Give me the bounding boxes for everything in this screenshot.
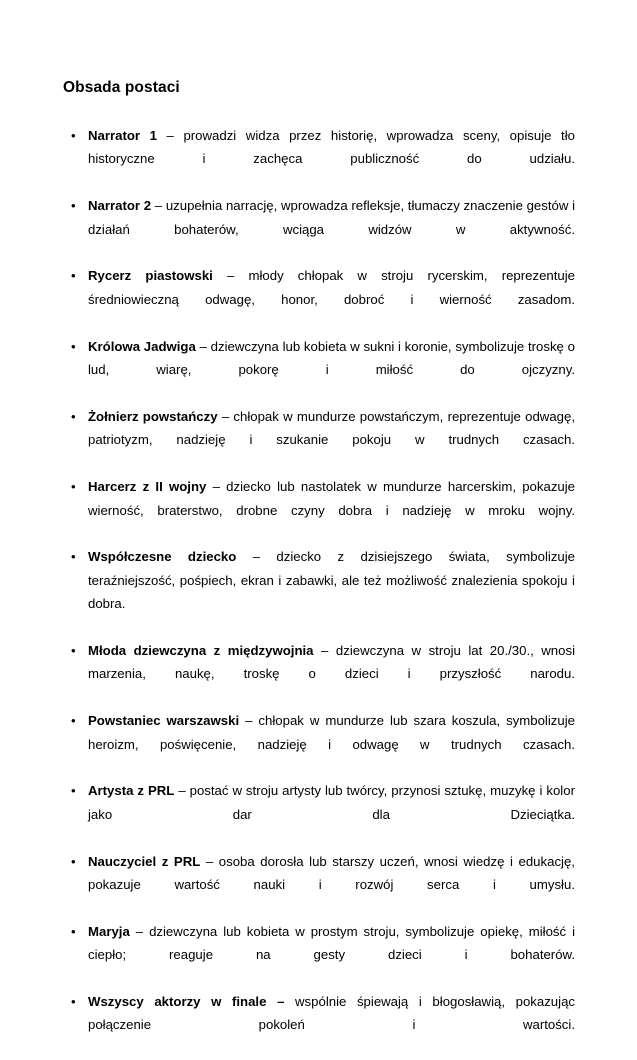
list-item — [63, 920, 575, 990]
bullet-icon: • — [71, 408, 76, 424]
character-name: Maryja — [88, 923, 130, 939]
list-item — [63, 990, 575, 1060]
character-name: Współczesne dziecko — [88, 549, 237, 565]
character-description: dziecko lub nastolatek w mundurze harcerskim, pokazuje wierność, braterstwo, drobne czyny dobra i nadzieję w mroku wojny. — [88, 479, 576, 518]
name-description-separator: – — [212, 479, 220, 495]
bullet-icon: • — [71, 853, 76, 869]
list-item — [63, 475, 575, 545]
character-description: postać w stroju artysty lub twórcy, przynosi sztukę, muzykę i kolor jako dar dla Dzieciątka. — [88, 783, 575, 822]
cast-list — [63, 124, 575, 1060]
character-description: chłopak w mundurze powstańczym, reprezentuje odwagę, patriotyzm, nadzieję i szukanie pokoju w trudnych czasach. — [88, 408, 575, 448]
name-description-separator: – — [221, 408, 230, 424]
character-name: Królowa Jadwiga — [88, 338, 196, 354]
list-item — [63, 779, 575, 849]
character-name: Wszyscy aktorzy w finale — [88, 994, 267, 1010]
name-description-separator: – — [245, 713, 253, 729]
character-name: Powstaniec warszawski — [88, 713, 240, 729]
name-description-separator: – — [277, 994, 285, 1010]
list-item — [63, 850, 575, 920]
bullet-icon: • — [71, 642, 76, 658]
character-name: Młoda dziewczyna z międzywojnia — [88, 642, 314, 658]
character-description: dziewczyna lub kobieta w sukni i koronie, symbolizuje troskę o lud, wiarę, pokorę i miłość do ojczyzny. — [88, 338, 575, 378]
character-description: wspólnie śpiewają i błogosławią, pokazując połączenie pokoleń i wartości. — [88, 994, 575, 1033]
character-description: uzupełnia narrację, wprowadza refleksje, tłumaczy znaczenie gestów i działań bohaterów, wciąga widzów w aktywność. — [88, 198, 575, 237]
list-item — [63, 709, 575, 779]
bullet-icon: • — [71, 338, 76, 354]
character-description: prowadzi widza przez historię, wprowadza sceny, opisuje tło historyczne i zachęca publiczność do udziału. — [88, 128, 575, 167]
character-name: Artysta z PRL — [88, 783, 175, 799]
bullet-icon: • — [71, 128, 76, 143]
character-description: dziewczyna lub kobieta w prostym stroju, symbolizuje opiekę, miłość i ciepło; reaguje na gesty dzieci i bohaterów. — [88, 923, 576, 963]
character-description: dziewczyna w stroju lat 20./30., wnosi marzenia, naukę, troskę o dzieci i przyszłość narodu. — [88, 642, 575, 682]
name-description-separator: – — [154, 198, 163, 214]
bullet-icon: • — [71, 994, 76, 1010]
character-name: Rycerz piastowski — [88, 268, 213, 284]
character-description: młody chłopak w stroju rycerskim, reprezentuje średniowieczną odwagę, honor, dobroć i wierność zasadom. — [88, 268, 576, 307]
list-item — [63, 545, 575, 639]
character-name: Narrator 2 — [88, 198, 152, 214]
character-description: osoba dorosła lub starszy uczeń, wnosi wiedzę i edukację, pokazuje wartość nauki i rozwój serca i umysłu. — [88, 853, 575, 892]
page-title: Obsada postaci — [63, 79, 180, 96]
bullet-icon: • — [71, 713, 76, 729]
name-description-separator: – — [252, 549, 261, 565]
list-item — [63, 124, 575, 194]
name-description-separator: – — [166, 128, 174, 143]
character-name: Nauczyciel z PRL — [88, 853, 201, 869]
list-item — [63, 264, 575, 334]
document-body — [63, 78, 575, 1060]
bullet-icon: • — [71, 198, 76, 214]
name-description-separator: – — [135, 923, 144, 939]
list-item — [63, 335, 575, 405]
character-name: Harcerz z II wojny — [88, 479, 207, 495]
bullet-icon: • — [71, 783, 76, 799]
bullet-icon: • — [71, 549, 76, 565]
name-description-separator: – — [199, 338, 207, 354]
bullet-icon: • — [71, 479, 76, 495]
bullet-icon: • — [71, 268, 76, 284]
character-name: Narrator 1 — [88, 128, 157, 143]
list-item — [63, 639, 575, 709]
name-description-separator: – — [178, 783, 186, 799]
name-description-separator: – — [226, 268, 235, 284]
character-description: chłopak w mundurze lub szara koszula, symbolizuje heroizm, poświęcenie, nadzieję i odwagę w trudnych czasach. — [88, 713, 575, 752]
character-description: dziecko z dzisiejszego świata, symbolizuje teraźniejszość, pośpiech, ekran i zabawki, ale też możliwość znalezienia spokoju i dobra. — [88, 549, 576, 612]
name-description-separator: – — [205, 853, 214, 869]
list-item — [63, 194, 575, 264]
list-item — [63, 405, 575, 475]
character-name: Żołnierz powstańczy — [88, 408, 218, 424]
name-description-separator: – — [321, 642, 329, 658]
bullet-icon: • — [71, 923, 76, 939]
